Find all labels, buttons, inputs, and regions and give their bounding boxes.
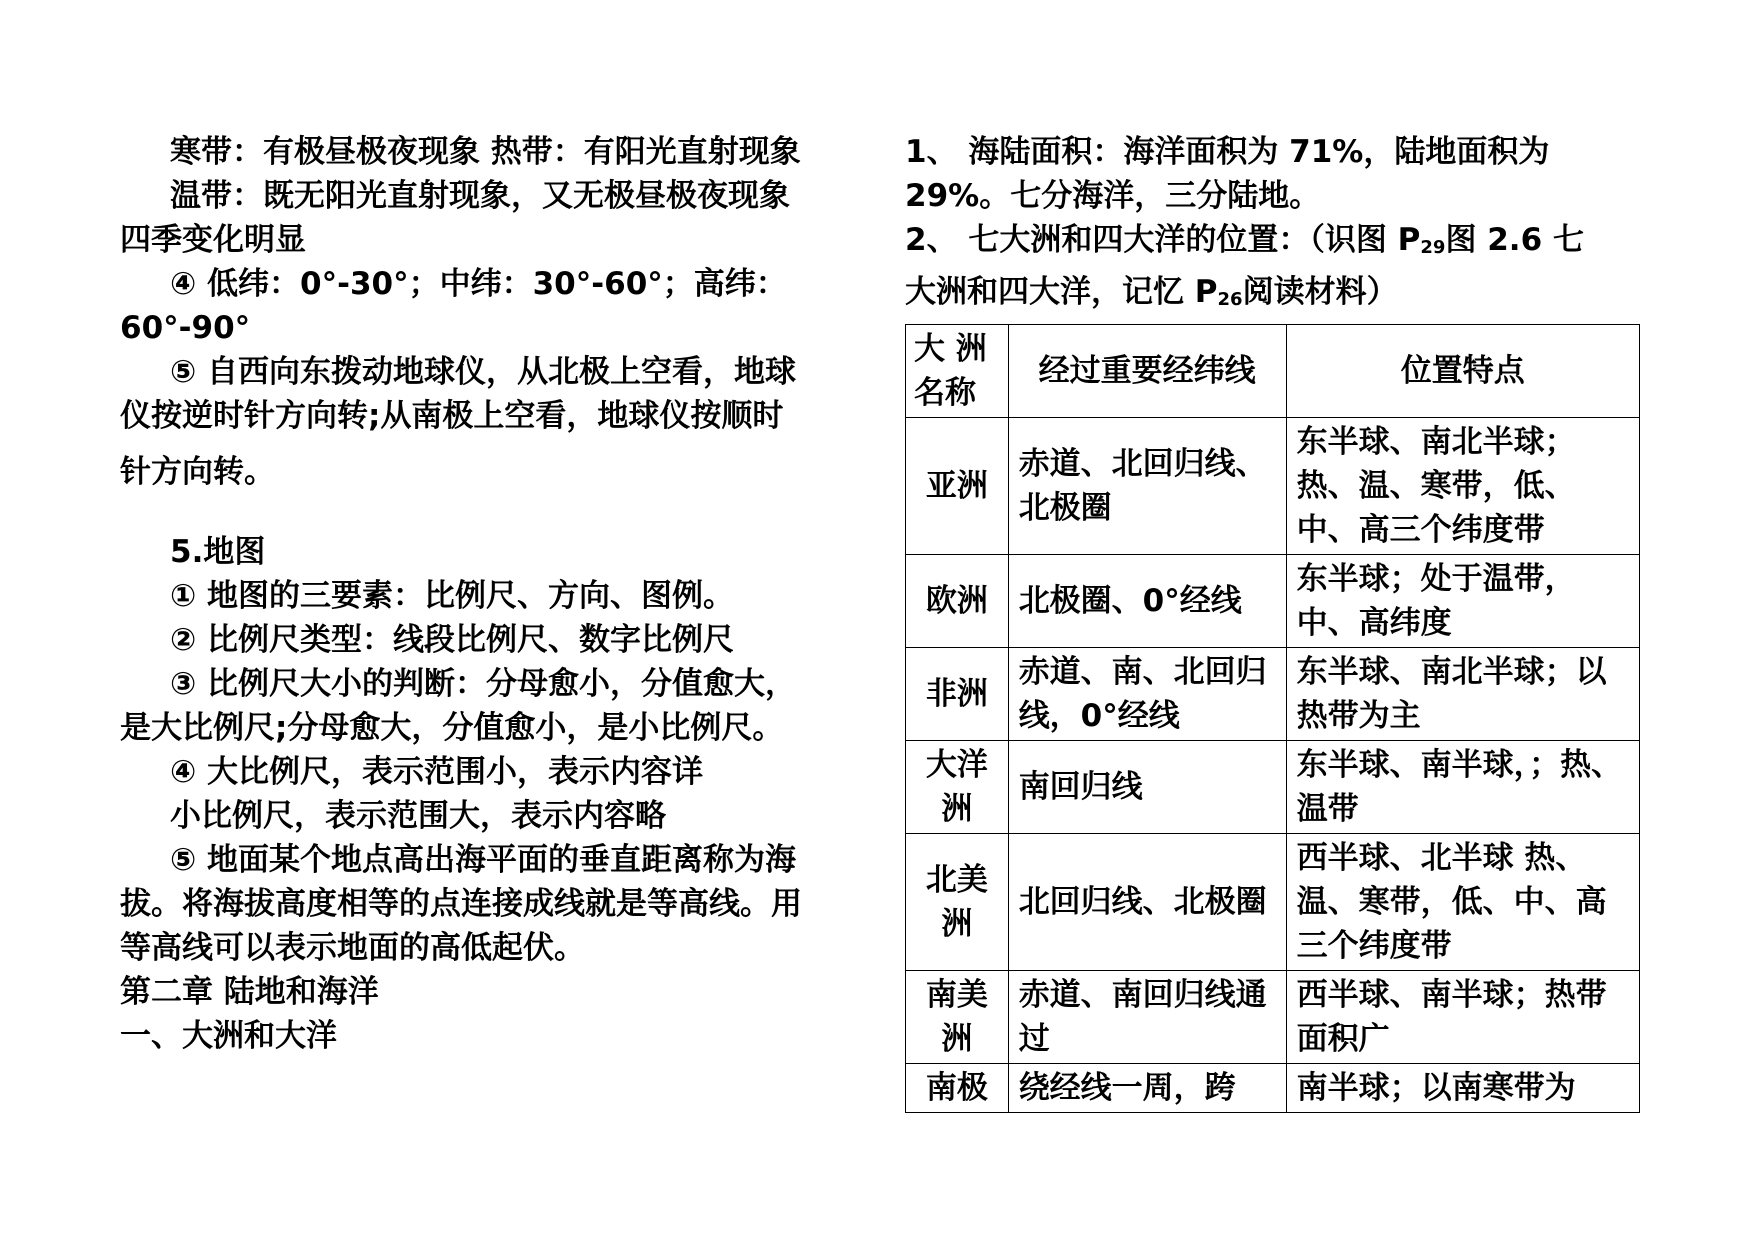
text-line: 针方向转。 [120,454,275,490]
table-cell: 南极 [906,1064,1009,1113]
table-header-row [906,325,1640,418]
text-line: 仪按逆时针方向转;从南极上空看，地球仪按顺时 [120,398,784,434]
text-line: 29%。七分海洋，三分陆地。 [905,178,1321,214]
text-line: ③ 比例尺大小的判断：分母愈小，分值愈大， [170,666,797,702]
section-heading: 5.地图 [170,534,266,570]
chapter-heading: 第二章 陆地和海洋 [120,974,379,1010]
table-row [906,418,1640,555]
text-line: ② 比例尺类型：线段比例尺、数字比例尺 [170,622,735,658]
text-line: ④ 大比例尺，表示范围小，表示内容详 [170,754,704,790]
table-cell: 赤道、南回归线通过 [1008,971,1286,1064]
table-cell: 南美洲 [906,971,1009,1064]
table-cell: 东半球、南半球，；热、温带 [1286,741,1639,834]
right-column [905,130,1645,1113]
text-line: ⑤ 地面某个地点高出海平面的垂直距离称为海 [170,842,797,878]
table-cell: 西半球、北半球 热、温、寒带，低、中、高三个纬度带 [1286,834,1639,971]
table-cell: 绕经线一周，跨 [1008,1064,1286,1113]
table-row [906,555,1640,648]
table-row [906,648,1640,741]
text-line: ⑤ 自西向东拨动地球仪，从北极上空看，地球 [170,354,797,390]
text-line: 寒带：有极昼极夜现象 热带：有阳光直射现象 [170,134,801,170]
table-row [906,971,1640,1064]
text-line: 拔。将海拔高度相等的点连接成线就是等高线。用 [120,886,802,922]
table-cell: 西半球、南半球；热带面积广 [1286,971,1639,1064]
text-line: 温带：既无阳光直射现象，又无极昼极夜现象 [170,178,790,214]
table-cell: 赤道、南、北回归线，0°经线 [1008,648,1286,741]
table-cell: 南半球；以南寒带为 [1286,1064,1639,1113]
table-cell: 非洲 [906,648,1009,741]
header-cell: 经过重要经纬线 [1008,325,1286,418]
text-line: 60°-90° [120,310,251,346]
table-cell: 东半球；处于温带，中、高纬度 [1286,555,1639,648]
table-row [906,834,1640,971]
table-cell: 北回归线、北极圈 [1008,834,1286,971]
text-line: 小比例尺，表示范围大，表示内容略 [170,798,666,834]
text-line: 是大比例尺;分母愈大，分值愈小，是小比例尺。 [120,710,784,746]
text-line: 等高线可以表示地面的高低起伏。 [120,930,585,966]
table-cell: 东半球、南北半球；以热带为主 [1286,648,1639,741]
table-cell: 东半球、南北半球；热、温、寒带，低、中、高三个纬度带 [1286,418,1639,555]
table-cell: 大洋洲 [906,741,1009,834]
table-row [906,1064,1640,1113]
table-cell: 南回归线 [1008,741,1286,834]
text-line: 四季变化明显 [120,222,306,258]
table-cell: 北美洲 [906,834,1009,971]
header-cell: 位置特点 [1286,325,1639,418]
text-line: 1、 海陆面积：海洋面积为 71%，陆地面积为 [905,134,1550,170]
text-line: ① 地图的三要素：比例尺、方向、图例。 [170,578,735,614]
text-line: 2、 七大洲和四大洋的位置：（识图 $P_{29}$图 2.6 七 [905,222,1584,258]
table-cell: 亚洲 [906,418,1009,555]
text-line: 大洲和四大洋，记忆 $P_{26}$阅读材料） [905,274,1398,310]
table-row [906,741,1640,834]
table-cell: 赤道、北回归线、北极圈 [1008,418,1286,555]
table-cell: 北极圈、0°经线 [1008,555,1286,648]
text-line: ④ 低纬：0°-30°；中纬：30°-60°；高纬： [170,266,787,302]
section-heading: 一、大洲和大洋 [120,1018,337,1054]
table-cell: 欧洲 [906,555,1009,648]
left-column [120,130,860,1058]
continents-table [905,324,1640,1113]
header-cell: 大 洲名称 [906,325,1009,418]
